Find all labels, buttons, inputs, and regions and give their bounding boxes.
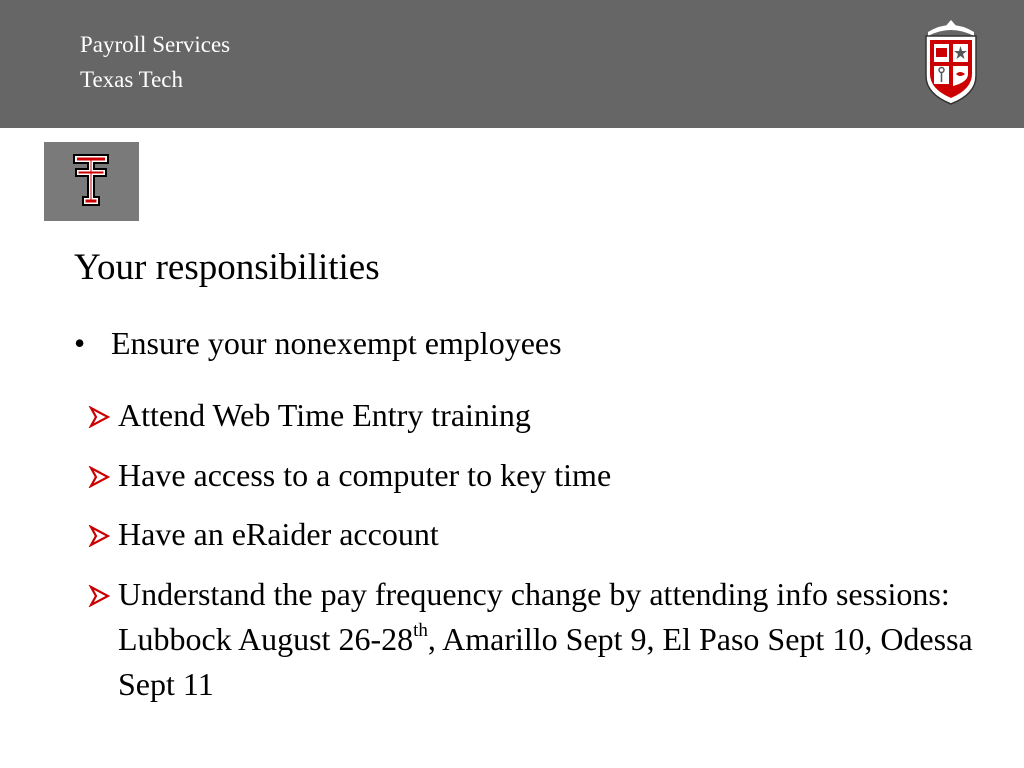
- arrow-bullet-icon: [88, 466, 110, 488]
- header-subtitle: Texas Tech: [80, 67, 184, 92]
- sub-item-text-part2: , Amarillo Sept 9, El Paso Sept 10, Odessa Sept 11: [118, 621, 973, 702]
- arrow-bullet-icon: [88, 406, 110, 428]
- logo-box: [44, 142, 139, 221]
- arrow-bullet-icon: [88, 525, 110, 547]
- bullet-item: [74, 322, 562, 364]
- slide-heading: Your responsibilities: [74, 247, 380, 288]
- slide-header: [0, 0, 1024, 128]
- sub-item-text: [118, 572, 988, 707]
- sub-item: [88, 512, 988, 557]
- header-title: Payroll Services: [80, 32, 231, 57]
- sub-item-text: Attend Web Time Entry training: [118, 397, 531, 433]
- bullet-marker: •: [74, 325, 86, 361]
- sub-item-text: Have access to a computer to key time: [118, 457, 612, 493]
- sub-item: [88, 453, 988, 498]
- bullet-text: Ensure your nonexempt employees: [111, 325, 562, 361]
- university-seal-icon: [920, 16, 982, 106]
- sub-item-text: Have an eRaider account: [118, 516, 439, 552]
- sub-item: [88, 393, 988, 438]
- sub-item: [88, 572, 988, 707]
- date-superscript: th: [413, 620, 428, 641]
- double-t-logo-icon: [73, 154, 109, 206]
- sub-item-text-part1: Understand the pay frequency change by attending info sessions: Lubbock August 26-28: [118, 576, 950, 657]
- arrow-bullet-icon: [88, 585, 110, 607]
